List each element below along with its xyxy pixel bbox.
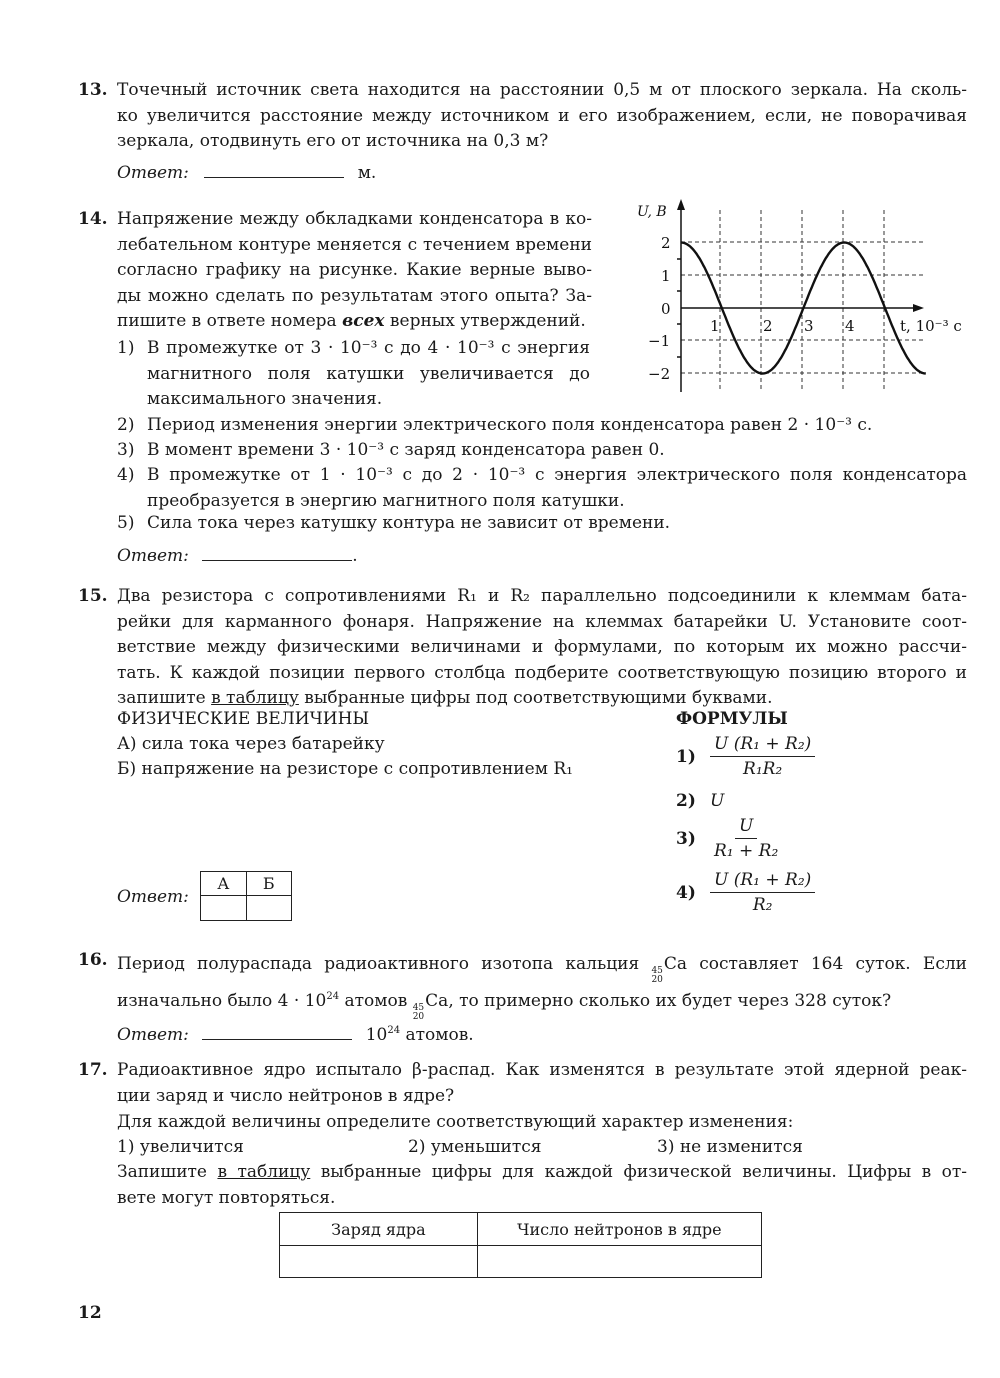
q14-line5-post: верных утверждений. [384,311,586,331]
answer-unit-exp: 24 [387,1025,401,1036]
formula-2-num: 2) [676,791,696,811]
chart-labels [637,204,962,383]
question-17-text [117,1058,967,1109]
q17-write-line-1 [117,1160,967,1186]
numerator: U [735,816,757,839]
q17-choice-1: 1) увеличится [117,1137,244,1157]
y-tick-minus-2: −2 [648,365,671,383]
q17-write-instruction [117,1160,967,1211]
y-tick-2: 2 [661,234,671,252]
formula-1-fraction [710,734,815,779]
denominator: R₁R₂ [743,759,783,779]
iso-mass: 45 [651,966,663,976]
formula-3 [676,816,782,861]
q16-line1-post: составляет 164 суток. Если [687,954,967,974]
q14-option-1 [147,336,590,413]
answer-suffix: . [352,546,358,566]
q13-line-2: ко увеличится расстояние между источником и его изображением, если, не поворачивая [117,105,967,126]
answer-unit-base: 10 [365,1025,388,1045]
question-14-text [117,207,592,335]
q14-line-3: согласно графику на рисунке. Какие верные выво- [117,260,592,280]
q14-line-4: ды можно сделать по результатам этого опыта? За- [117,285,592,306]
q13-line-1: Точечный источник света находится на расстоянии 0,5 м от плоского зеркала. На сколь- [117,80,967,100]
answer-cell-a[interactable] [201,896,247,921]
x-axis-arrow-icon [913,304,924,312]
q14-option-4-num: 4) [117,465,135,485]
isotope-ca45 [651,967,662,985]
q14-line-2: лебательном контуре меняется с течением времени [117,234,592,255]
answer-blank-13[interactable] [204,163,344,178]
page-number: 12 [78,1303,102,1323]
q17-write-pre: Запишите [117,1162,218,1182]
q17-write-post: выбранные цифры для каждой физической величины. Цифры в от- [310,1162,967,1182]
q17-instruction: Для каждой величины определите соответствующий характер изменения: [117,1112,794,1132]
question-13-number: 13. [78,80,108,100]
question-15-answer-label [117,887,189,907]
formula-1-num: 1) [676,746,696,767]
q14-opt1-line1: В промежутке от 3 · 10⁻³ с до 4 · 10⁻³ с энергия [147,338,590,358]
answer-blank-14[interactable] [202,546,352,561]
table-header-charge: Заряд ядра [280,1213,478,1246]
answer-unit-text: атомов. [400,1025,474,1045]
answer-blank-16[interactable] [202,1025,352,1040]
q16-line2-post: , то примерно сколько их будет через 328 суток? [448,991,892,1011]
q15-line5-pre: запишите [117,688,212,708]
answer-table-17 [279,1212,762,1278]
q14-option-2: Период изменения энергии электрического поля конденсатора равен 2 · 10⁻³ с. [147,415,873,435]
iso-mass: 45 [412,1003,425,1013]
q17-choice-2: 2) уменьшится [408,1137,542,1157]
q14-option-3: В момент времени 3 · 10⁻³ с заряд конденсатора равен 0. [147,440,665,460]
table-header-neutrons: Число нейтронов в ядре [477,1213,761,1246]
q14-line-1: Напряжение между обкладками конденсатора в ко- [117,209,592,229]
numerator: U (R₁ + R₂) [710,734,815,757]
q16-line-1 [117,948,967,985]
question-16-text [117,948,967,1022]
q17-write-line-2: вете могут повторяться. [117,1187,336,1208]
q15-line-1: Два резистора с сопротивлениями R₁ и R₂ параллельно подсоединили к клеммам бата- [117,586,967,606]
chart-grid [681,210,925,392]
q14-opt1-line3: максимального значения. [147,389,383,409]
table-header-b: Б [246,872,292,896]
question-15-text [117,584,967,712]
q16-line2-pre: изначально было 4 · 10 [117,991,327,1011]
y-axis-arrow-icon [677,199,685,210]
formula-4 [676,870,815,915]
formula-4-num: 4) [676,882,696,903]
question-17-number: 17. [78,1060,108,1080]
answer-label: Ответ: [117,887,189,907]
q15-underlined: в таблицу [211,688,299,708]
q14-line-5 [117,311,586,331]
question-16-answer [117,1025,474,1045]
q14-option-4 [147,463,967,514]
formula-1 [676,734,815,779]
exponent: 24 [326,991,340,1002]
quantities-header: ФИЗИЧЕСКИЕ ВЕЛИЧИНЫ [117,709,370,729]
question-16-number: 16. [78,950,108,970]
q15-line-3: ветствие между физическими величинами и формулами, по которым их можно рассчи- [117,637,967,657]
q14-option-5-num: 5) [117,513,135,533]
y-tick-1: 1 [661,267,671,285]
isotope-ca45-2 [413,1004,424,1022]
q15-line-5 [117,688,773,708]
iso-symbol: Ca [425,991,449,1011]
table-header-a: А [201,872,247,896]
answer-label: Ответ: [117,546,189,566]
formulas-header: ФОРМУЛЫ [676,709,788,729]
question-14-answer [117,546,358,566]
q15-line-2: рейки для карманного фонаря. Напряжение на клеммах батарейки U. Установите соот- [117,611,967,632]
answer-cell-b[interactable] [246,896,292,921]
question-13-answer [117,163,376,183]
q14-opt4-line2: преобразуется в энергию магнитного поля катушки. [147,490,625,511]
q14-option-5: Сила тока через катушку контура не зависит от времени. [147,513,671,533]
q17-underlined: в таблицу [217,1162,311,1182]
iso-z: 20 [412,1012,425,1022]
q14-emphasis: всех [342,311,385,331]
question-15-number: 15. [78,586,108,606]
formula-4-fraction [710,870,815,915]
x-tick-1: 1 [710,317,720,335]
answer-label: Ответ: [117,1025,189,1045]
question-13-text [117,78,967,155]
answer-label: Ответ: [117,163,189,183]
quantity-a: А) сила тока через батарейку [117,734,385,754]
iso-z: 20 [651,975,663,985]
denominator: R₁ + R₂ [714,841,779,861]
q17-line-2: ции заряд и число нейтронов в ядре? [117,1085,455,1106]
q14-option-3-num: 3) [117,440,135,460]
y-tick-0: 0 [661,300,671,318]
answer-cell-neutrons[interactable] [477,1246,761,1278]
q14-line5-pre: пишите в ответе номера [117,311,343,331]
q15-line5-post: выбранные цифры под соответствующими буквами. [298,688,773,708]
q14-opt4-line1: В промежутке от 1 · 10⁻³ с до 2 · 10⁻³ с энергия электрического поля конденсатора [147,465,967,485]
x-axis-label: t, 10⁻³ с [900,317,962,335]
answer-cell-charge[interactable] [280,1246,478,1278]
formula-3-num: 3) [676,828,696,849]
voltage-time-chart [620,195,980,395]
numerator: U (R₁ + R₂) [710,870,815,893]
q13-line-3: зеркала, отодвинуть его от источника на 0,3 м? [117,131,549,151]
x-tick-3: 3 [804,317,814,335]
question-14-number: 14. [78,209,108,229]
formula-2 [676,791,724,811]
q15-line-4: тать. К каждой позиции первого столбца подберите соответствующую позицию второго и [117,662,967,683]
q17-choice-3: 3) не изменится [657,1137,803,1157]
y-tick-minus-1: −1 [648,332,671,350]
q14-opt1-line2: магнитного поля катушки увеличивается до [147,363,590,384]
q14-option-1-num: 1) [117,338,135,358]
x-tick-4: 4 [845,317,855,335]
q16-line-2 [117,991,892,1022]
answer-unit: м. [357,163,377,183]
denominator: R₂ [752,895,773,915]
x-tick-2: 2 [763,317,773,335]
quantity-b: Б) напряжение на резисторе с сопротивлением R₁ [117,759,573,779]
q17-line-1: Радиоактивное ядро испытало β-распад. Как изменятся в результате этой ядерной реак- [117,1060,967,1080]
y-axis-label: U, В [637,204,667,220]
answer-table-15 [200,871,292,921]
iso-symbol: Ca [663,954,688,974]
formula-2-value: U [710,791,725,811]
formula-3-fraction [710,816,782,861]
q16-line2-mid: атомов [339,991,413,1011]
q16-line1-pre: Период полураспада радиоактивного изотопа кальция [117,954,652,974]
q14-option-2-num: 2) [117,415,135,435]
